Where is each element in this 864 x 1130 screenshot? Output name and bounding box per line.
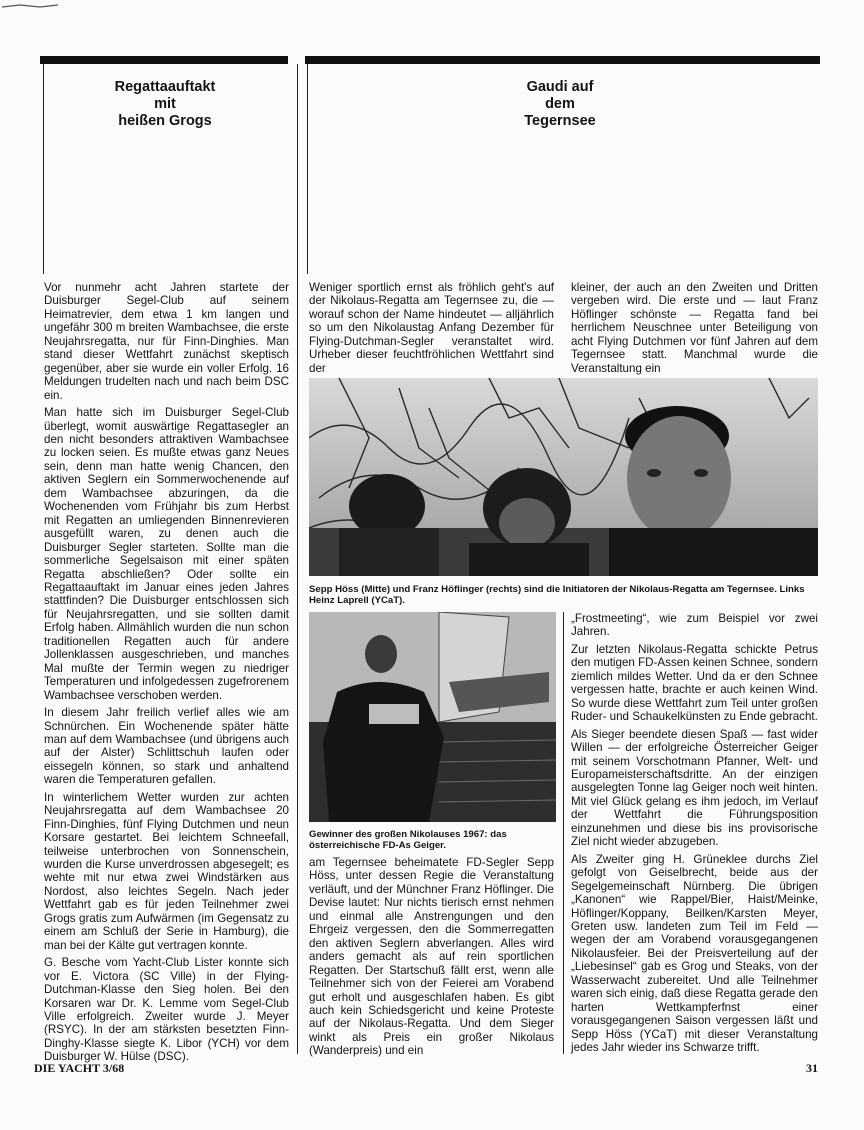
paragraph: In winterlichem Wetter wurden zur achten Neujahrsregatta auf dem Wambachsee 20 Finn-Dinghies, fünf Flying Dutchmen und neun Korsare gestartet. Bei leichtem Schneefall, teilweise unterbrochen von Sonnenschein, wurden die Kurse unverdrossen abgesegelt; es wehte mit nur etwa zwei Windstärken aus Nordost, also leichtes Segeln. Nach jeder Wettfahrt gab es für jeden Teilnehmer zwei Grogs gratis zum Aufwärmen (im Gegensatz zu einem am Schluß der Serie in Hamburg), die man bei der Kälte gut vertragen konnte. <box>44 790 289 952</box>
paragraph: Man hatte sich im Duisburger Segel-Club überlegt, womit auswärtige Regattasegler an den nicht besonders attraktiven Wambachsee zu locken seien. Es mußte etwas ganz Neues sein, denn man hatte wenig Chancen, den aktiven Seglern ein Sommerwochenende auf dem Wambachsee abzuringen, da die Wochenenden vom Frühjahr bis zum Herbst mit Regatten an umliegenden Binnenrevieren ausgefüllt waren, zu denen auch die Duisburger Segler starteten. Sollte man die sommerliche Segelsaison mit einer späten Regatta abschließen? Oder sollte ein Regattaauftakt im Januar eines jeden Jahres stattfinden? Die Duisburger entschlossen sich für Neujahrsregatten, und sie sollten damit Erfolg haben. Allmählich wurden die nun schon traditionellen Regatten auch für andere Jollenklassen ausgeschrieben, und manches Mal mußte der Termin wegen zu niedriger Temperaturen und infolgedessen zugefrorenem Wambachsee verschoben werden. <box>44 406 289 702</box>
right-article-col2-bottom <box>571 612 818 1059</box>
paragraph: Vor nunmehr acht Jahren startete der Duisburger Segel-Club auf seinem Heimatrevier, dem etwa 1 km langen und ungefähr 300 m breiten Wambachsee, die erste Neujahrsregatta, nur für Finn-Dinghies. Man stand dieser Wettfahrt zunächst skeptisch gegenüber, aber sie wurde ein voller Erfolg. 16 Meldungen trudelten nach und nach beim DSC ein. <box>44 281 289 402</box>
paragraph: In diesem Jahr freilich verlief alles wie am Schnürchen. Ein Wochenende später hätte man auf dem Wambachsee (und übrigens auch auf der Alster) Schlittschuh laufen oder eissegeln können, so stark und anhaltend waren die Temperaturen gefallen. <box>44 706 289 787</box>
photo-winner-geiger <box>309 612 556 822</box>
paragraph: am Tegernsee beheimatete FD-Segler Sepp Höss, unter dessen Regie die Veranstaltung verläuft, und der Münchner Franz Höflinger. Die Devise lautet: Nur nichts tierisch ernst nehmen und einmal alle Anstrengungen und den Ehrgeiz vergessen, den die Sommerregatten den aktiven Seglern abverlangen. Alles wird anders gemacht als auf rein sportlichen Regatten. Der Startschuß fällt erst, wenn alle Teilnehmer sich von der Feierei am Vorabend gut erholt und ausgeschlafen haben. Es gibt auch kein Schiedsgericht und keine Proteste auf der Nikolaus-Regatta. Und dem Sieger winkt als Preis ein großer Nikolaus (Wanderpreis) und ein <box>309 856 554 1058</box>
column-rule <box>307 64 308 274</box>
right-heading-bar <box>305 56 820 64</box>
paragraph: Zur letzten Nikolaus-Regatta schickte Petrus den mutigen FD-Assen keinen Schnee, sondern ziemlich mildes Wetter. Und da er den Schnee vergessen hatte, brachte er auch keinen Wind. So wurde diese Wettfahrt zum Teil unter großen Ruder- und Schaukelkünsten zu Ende gebracht. <box>571 642 818 724</box>
magazine-footer: DIE YACHT 3/68 <box>34 1061 125 1075</box>
photo-caption: Gewinner des großen Nikolauses 1967: das österreichische FD-As Geiger. <box>309 829 507 851</box>
paragraph: „Frostmeeting“, wie zum Beispiel vor zwei Jahren. <box>571 612 818 639</box>
left-heading-bar <box>40 56 288 64</box>
right-headline: Gaudi auf dem Tegernsee <box>524 79 596 129</box>
paragraph: Als Zweiter ging H. Grüneklee durchs Ziel gefolgt von Geiselbrecht, beide aus der Segelgemeinschaft Nürnberg. Die übrigen „Kanonen“ wie Rappel/Bier, Haist/Meinke, Höflinger/Koppany, Beilken/Karsten Meyer, Greten usw. landeten zum Teil im Feld — wegen der am Vorabend vorausgegangenen Nikolausfeier. Bei der Preisverteilung auf der „Liebesinsel“ gab es Grog und Steaks, von der Wasserwacht zubereitet. Und alle Teilnehmer waren sich einig, daß diese Regatta gerade den harten Wettkampferfnst einer vorausgegangenen Saison vergessen läßt und Sepp Höss (YCaT) mit dieser Veranstaltung jedes Jahr wieder ins Schwarze trifft. <box>571 852 818 1055</box>
page-number: 31 <box>806 1061 818 1075</box>
right-article-col2-top <box>571 281 818 379</box>
right-article-col1-top <box>309 281 554 379</box>
photo-caption: Sepp Höss (Mitte) und Franz Höflinger (rechts) sind die Initiatoren der Nikolaus-Regatta am Tegernsee. Links Heinz Laprell (YCaT). <box>309 584 805 606</box>
right-article-col1-bottom <box>309 856 554 1062</box>
left-article-body <box>44 281 289 1068</box>
paragraph: kleiner, der auch an den Zweiten und Dritten vergeben wird. Die erste und — laut Franz Höflinger schönste — Regatta fand bei herrlichem Neuschnee unter Beteiligung von acht Flying Dutchmen vor fünf Jahren auf dem Tegernsee statt. Manchmal wurde die Veranstaltung ein <box>571 281 818 375</box>
paragraph: Weniger sportlich ernst als fröhlich geht's auf der Nikolaus-Regatta am Tegernsee zu, die — worauf schon der Name hindeutet — alljährlich so um den Nikolaustag Anfang Dezember für Flying-Dutchman-Segler veranstaltet wird. Urheber dieser feuchtfröhlichen Wettfahrt sind der <box>309 281 554 375</box>
left-headline: Regattaauftakt mit heißen Grogs <box>114 79 216 129</box>
column-rule <box>563 612 564 1054</box>
paragraph: Als Sieger beendete diesen Spaß — fast wider Willen — der erfolgreiche Österreicher Geiger mit seinem Vorschotmann Pfanner, Welt- und Europameisterschaftsdritte. An der einzigen ausgelegten Tonne lag Geiger noch weit hinten. Mit viel Glück gelang es ihm jedoch, im Verlauf der Wettfahrt die Führungsposition einzunehmen und diese bis ins provisorische Ziel nicht wieder abzugeben. <box>571 727 818 849</box>
photo-nikolaus-initiators <box>309 378 818 576</box>
column-rule <box>297 64 298 1054</box>
paragraph: G. Besche vom Yacht-Club Lister konnte sich vor E. Victora (SC Ville) in der Flying-Dutchman-Klasse den Sieg holen. Bei den Korsaren war Dr. K. Lemme vom Segel-Club Ville erfolgreich. Zweiter wurde J. Meyer (RSYC). In der am stärksten besetzten Finn-Dinghy-Klasse siegte K. Libor (YCH) vor dem Duisburger W. Hülse (DSC). <box>44 956 289 1064</box>
column-rule <box>43 64 44 274</box>
scan-mark <box>0 2 70 10</box>
